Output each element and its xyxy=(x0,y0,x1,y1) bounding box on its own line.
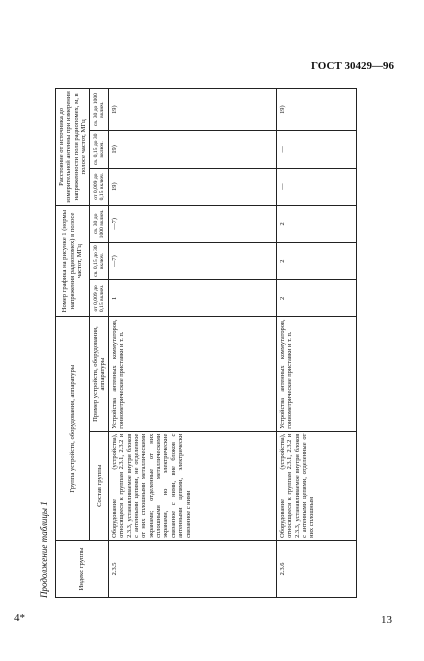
page-mark: 4* xyxy=(14,612,25,624)
row-graph-1: 2 xyxy=(277,280,357,317)
row-composition: Оборудование (устройства), относящееся к группам 2.3.1, 2.3.2 и 2.3.3, устанавливаемое внутри блоков с антенными цепями, не отделенное от них сплошными металлическими экранами; отделенные от них сплошными металлическими экранами, но электрические связанное с ними, вне блоков с антенными цепями, электрически связанное с ними xyxy=(109,431,277,540)
header-distance-band-1: от 0,009 до 0,15 включ. xyxy=(90,168,109,205)
row-distance-1: — xyxy=(277,168,357,205)
table-row xyxy=(277,89,357,598)
header-index: Индекс группы xyxy=(56,540,109,597)
rotated-table-area xyxy=(36,88,361,598)
row-index: 2.3.5 xyxy=(109,540,277,597)
row-distance-2: — xyxy=(277,131,357,168)
header-band-1: от 0,009 до 0,15 включ. xyxy=(90,280,109,317)
header-example: Пример устройств, оборудования, аппаратуры xyxy=(90,317,109,431)
header-group: Группа устройств, оборудования, аппаратуры xyxy=(56,317,90,540)
data-table xyxy=(55,88,357,598)
row-graph-1: 1 xyxy=(109,280,277,317)
header-row-2 xyxy=(90,89,109,598)
row-distance-3: 19) xyxy=(109,89,277,131)
header-graph-number: Номер графика на рисунке 1 (нормы напряжения радиопомех) в полосе частот, МГц xyxy=(56,205,90,317)
header-band-3: св. 30 до 1000 включ. xyxy=(90,205,109,242)
row-example: Устройства антенных коммутаторов, гониометрические приставки и т. п. xyxy=(277,317,357,431)
row-distance-2: 19) xyxy=(109,131,277,168)
row-index: 2.3.6 xyxy=(277,540,357,597)
table-row xyxy=(109,89,277,598)
header-distance: Расстояние от источника до измерительной антенны при измерении напряженности поля радиопомех, м, в полосе частот, МГц xyxy=(56,89,90,206)
row-graph-2: 2 xyxy=(277,243,357,280)
row-graph-3: —7) xyxy=(109,205,277,242)
header-distance-band-2: св. 0,15 до 30 включ. xyxy=(90,131,109,168)
header-composition: Состав группы xyxy=(90,431,109,540)
row-distance-3: 19) xyxy=(277,89,357,131)
row-composition: Оборудование (устройства), относящееся к группам 2.3.1, 2.3.2 и 2.3.3, устанавливаемое внутри блоков с антенными цепями, отделенные от них сплошным xyxy=(277,431,357,540)
page-number: 13 xyxy=(381,614,392,626)
header-row-1 xyxy=(56,89,90,598)
row-distance-1: 19) xyxy=(109,168,277,205)
header-band-2: св. 0,15 до 30 включ. xyxy=(90,243,109,280)
table-continuation-label: Продолжение таблицы 1 xyxy=(39,501,49,598)
rotated-content xyxy=(36,88,361,598)
row-graph-2: —7) xyxy=(109,243,277,280)
row-graph-3: 2 xyxy=(277,205,357,242)
standard-designation: ГОСТ 30429—96 xyxy=(311,60,394,72)
row-example: Устройства антенных коммутаторов, гониометрические приставки и т. п. xyxy=(109,317,277,431)
header-distance-band-3: св. 30 до 1000 включ. xyxy=(90,89,109,131)
